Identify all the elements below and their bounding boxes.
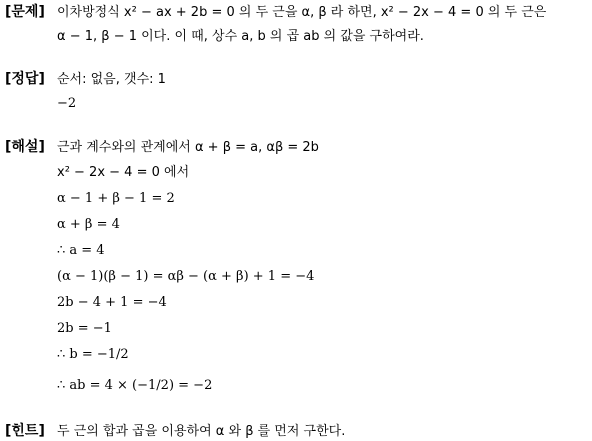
explanation-line-7: 2b − 4 + 1 = −4 <box>57 295 167 310</box>
explanation-line-4: α + β = 4 <box>57 217 120 232</box>
answer-value: −2 <box>57 96 77 111</box>
explanation-line-2: x² − 2x − 4 = 0 에서 <box>57 165 190 180</box>
explanation-line-5: ∴ a = 4 <box>57 243 105 258</box>
problem-label: [문제] <box>5 4 45 20</box>
answer-label: [정답] <box>5 71 45 87</box>
problem-line-1: 이차방정식 x² − ax + 2b = 0 의 두 근을 α, β 라 하면, x² − 2x − 4 = 0 의 두 근은 <box>57 5 547 20</box>
problem-line-2: α − 1, β − 1 이다. 이 때, 상수 a, b 의 곱 ab 의 값을 구하여라. <box>57 29 424 44</box>
explanation-line-3: α − 1 + β − 1 = 2 <box>57 191 175 206</box>
explanation-line-8: 2b = −1 <box>57 321 112 336</box>
explanation-line-9: ∴ b = −1/2 <box>57 347 129 362</box>
explanation-line-1: 근과 계수와의 관계에서 α + β = a, αβ = 2b <box>57 140 319 155</box>
hint-label: [힌트] <box>5 423 45 439</box>
hint-line-1: 두 근의 합과 곱을 이용하여 α 와 β 를 먼저 구한다. <box>57 424 346 439</box>
explanation-label: [해설] <box>5 139 45 155</box>
explanation-line-6: (α − 1)(β − 1) = αβ − (α + β) + 1 = −4 <box>57 269 315 284</box>
answer-line-1: 순서: 없음, 갯수: 1 <box>57 72 166 87</box>
explanation-line-10: ∴ ab = 4 × (−1/2) = −2 <box>57 378 213 393</box>
